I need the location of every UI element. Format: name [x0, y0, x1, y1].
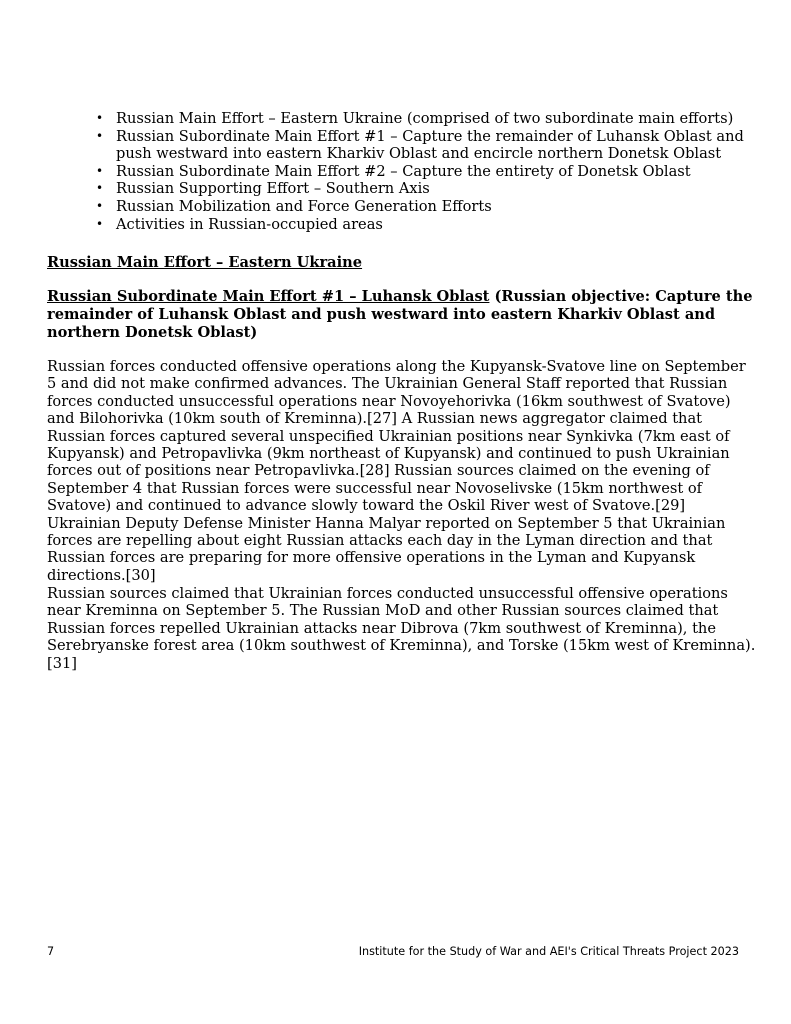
list-item	[96, 180, 756, 198]
list-item	[96, 163, 756, 181]
list-item-text: Russian Subordinate Main Effort #2 – Capture the entirety of Donetsk Oblast	[116, 162, 691, 180]
list-item-text: Russian Main Effort – Eastern Ukraine (comprised of two subordinate main efforts)	[116, 110, 734, 127]
page-number: 7	[47, 945, 55, 958]
bullet-icon: •	[96, 163, 104, 178]
list-item-text: Russian Supporting Effort – Southern Axis	[116, 180, 430, 198]
bullet-icon: •	[96, 198, 104, 213]
bullet-icon: •	[96, 111, 104, 125]
body-paragraph: Russian forces conducted offensive operations along the Kupyansk-Svatove line on September 5 and did not make confirmed advances. The Ukrainian General Staff reported that Russian forces conducted unsuccessful operations near Novoyehorivka (16km southwest of Svatove) and Bilohorivka (10km south of Kreminna).[27] A Russian news aggregator claimed that Russian forces captured several unspecified Ukrainian positions near Synkivka (7km east of Kupyansk) and Petropavlivka (9km northeast of Kupyansk) and continued to push Ukrainian forces out of positions near Petropavlivka.[28] Russian sources claimed on the evening of September 4 that Russian forces were successful near Novoselivske (15km northwest of Svatove) and continued to advance slowly toward the Oskil River west of Svatove.[29] Ukrainian Deputy Defense Minister Hanna Malyar reported on September 5 that Ukrainian forces are repelling about eight Russian attacks each day in the Lyman direction and that Russian forces are preparing for more offensive operations in the Lyman and Kupyansk directions.[30]	[47, 358, 746, 584]
list-item	[96, 110, 756, 128]
subsection-objective: (Russian objective: Capture the remainder of Luhansk Oblast and push westward into eastern Kharkiv Oblast and northern Donetsk Oblast)	[47, 288, 753, 341]
body-paragraph: Russian sources claimed that Ukrainian forces conducted unsuccessful offensive operations near Kreminna on September 5. The Russian MoD and other Russian sources claimed that Russian forces repelled Ukrainian attacks near Dibrova (7km southwest of Kreminna), the Serebryanske forest area (10km southwest of Kreminna), and Torske (15km west of Kreminna).[31]	[47, 585, 756, 672]
bullet-icon: •	[96, 216, 104, 231]
bullet-icon: •	[96, 128, 104, 143]
subsection-title: Russian Subordinate Main Effort #1 – Luhansk Oblast	[47, 288, 490, 305]
bullet-icon: •	[96, 181, 104, 196]
section-heading: Russian Main Effort – Eastern Ukraine	[47, 254, 363, 271]
footer-organization: Institute for the Study of War and AEI's Critical Threats Project 2023	[358, 945, 739, 958]
list-item-text: Activities in Russian-occupied areas	[116, 215, 383, 233]
topics-bullet-list	[96, 110, 756, 233]
subsection-heading	[47, 288, 757, 341]
list-item	[96, 128, 756, 163]
list-item-text: Russian Subordinate Main Effort #1 – Capture the remainder of Luhansk Oblast and push westward into eastern Kharkiv Oblast and encircle northern Donetsk Oblast	[116, 127, 744, 163]
list-item	[96, 198, 756, 216]
list-item-text: Russian Mobilization and Force Generation Efforts	[116, 197, 492, 215]
list-item	[96, 216, 756, 234]
